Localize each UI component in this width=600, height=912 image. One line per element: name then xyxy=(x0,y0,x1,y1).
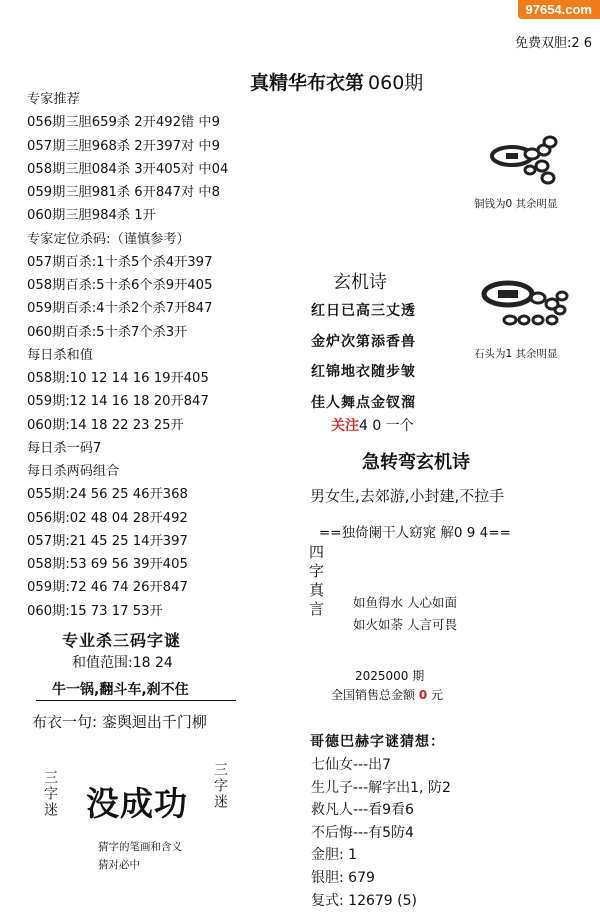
guess-line: 金胆: 1 xyxy=(311,844,451,867)
stone-caption: 石头为1 其余明显 xyxy=(474,346,558,361)
list-item: 055期:24 56 25 46开368 xyxy=(27,483,228,506)
phrase: 如鱼得水 人心如面 xyxy=(353,592,457,614)
title-issue: 060期 xyxy=(368,72,423,94)
list-item: 057期:21 45 25 14开397 xyxy=(27,530,228,553)
list-item: 每日杀和值 xyxy=(27,344,228,367)
brain-teaser-title: 急转弯玄机诗 xyxy=(362,448,470,474)
expert-list xyxy=(27,88,228,623)
poem-title: 玄机诗 xyxy=(333,268,387,294)
list-item: 060期百杀:5十杀7个杀3开 xyxy=(27,321,228,344)
poem-line: 红日已高三丈透 xyxy=(311,296,416,327)
list-item: 每日杀两码组合 xyxy=(27,460,228,483)
list-item: 058期:10 12 14 16 19开405 xyxy=(27,367,228,390)
free-pair-label: 免费双胆:2 6 xyxy=(515,32,592,51)
list-item: 060期:15 73 17 53开 xyxy=(27,600,228,623)
list-item: 060期三胆984杀 1开 xyxy=(27,204,228,227)
hint-note: 猜对必中 xyxy=(98,857,140,872)
duyi-line: ==独倚阑干人窈窕 解0 9 4== xyxy=(319,521,511,541)
list-item: 059期百杀:4十杀2个杀7开847 xyxy=(27,297,228,320)
poem-line: 红锦地衣随步皱 xyxy=(311,357,416,388)
guess-line: 不后悔---有5防4 xyxy=(311,822,451,845)
list-item: 专家定位杀码:（谨慎参考） xyxy=(27,228,228,251)
list-item: 059期三胆981杀 6开847对 中8 xyxy=(27,181,228,204)
niu-riddle: 牛一锅,翻斗车,刹不住 xyxy=(52,679,189,699)
poem-lines xyxy=(311,296,416,418)
follow-label: 关注 xyxy=(331,418,359,434)
poem-line: 金炉次第添香兽 xyxy=(311,327,416,358)
poem-line: 佳人舞点金钗溜 xyxy=(311,388,416,419)
guess-line: 复式: 12679 (5) xyxy=(311,890,451,912)
stone-diagram-icon xyxy=(480,276,570,338)
guess-line: 银胆: 679 xyxy=(311,867,451,890)
page-title xyxy=(250,68,423,95)
mantra-phrases xyxy=(353,592,457,636)
list-item: 058期三胆084杀 3开405对 中04 xyxy=(27,158,228,181)
sales-total xyxy=(331,686,443,703)
sales-value: 0 xyxy=(419,688,427,702)
brain-teaser-text: 男女生,去郊游,小封建,不拉手 xyxy=(310,485,504,506)
zimi-right-label: 三字迷 xyxy=(212,762,228,810)
list-item: 060期:14 18 22 23 25开 xyxy=(27,414,228,437)
guess-line: 七仙女---出7 xyxy=(311,754,451,777)
list-item: 每日杀一码7 xyxy=(27,437,228,460)
list-item: 058期:53 69 56 39开405 xyxy=(27,553,228,576)
list-item: 056期:02 48 04 28开492 xyxy=(27,507,228,530)
follow-value: 4 0 一个 xyxy=(359,418,414,434)
list-item: 058期百杀:5十杀6个杀9开405 xyxy=(27,274,228,297)
sales-label: 全国销售总金额 xyxy=(331,688,415,702)
site-watermark: 97654.com xyxy=(518,0,600,19)
issue-number: 2025000 期 xyxy=(355,667,424,684)
sales-unit: 元 xyxy=(431,688,443,702)
list-item: 057期三胆968杀 2开397对 中9 xyxy=(27,135,228,158)
list-item: 056期三胆659杀 2开492错 中9 xyxy=(27,111,228,134)
sum-range: 和值范围:18 24 xyxy=(72,652,173,672)
goldbach-guesses xyxy=(311,754,451,912)
guess-line: 生儿子---解字出1, 防2 xyxy=(311,777,451,800)
phrase: 如火如荼 人言可畏 xyxy=(353,614,457,636)
list-item: 059期:72 46 74 26开847 xyxy=(27,576,228,599)
guess-line: 救凡人---看9看6 xyxy=(311,799,451,822)
goldbach-title: 哥德巴赫字谜猜想： xyxy=(310,731,445,751)
four-word-mantra-label: 四字真言 xyxy=(304,544,328,620)
hint-note: 猜字的笔画和含义 xyxy=(98,839,182,854)
zimi-left-label: 三字迷 xyxy=(42,770,58,818)
list-item: 专家推荐 xyxy=(27,88,228,111)
buyi-sentence: 布衣一句: 銮舆迴出千门柳 xyxy=(32,711,207,732)
follow-line xyxy=(331,415,414,435)
coin-diagram-icon xyxy=(490,134,562,194)
coin-caption: 铜钱为0 其余明显 xyxy=(474,196,558,211)
list-item: 059期:12 14 16 18 20开847 xyxy=(27,390,228,413)
pro-title: 专业杀三码字谜 xyxy=(62,628,181,651)
divider xyxy=(36,700,236,701)
title-main: 真精华布衣第 xyxy=(250,72,364,94)
big-riddle-text: 没成功 xyxy=(86,778,188,825)
list-item: 057期百杀:1十杀5个杀4开397 xyxy=(27,251,228,274)
